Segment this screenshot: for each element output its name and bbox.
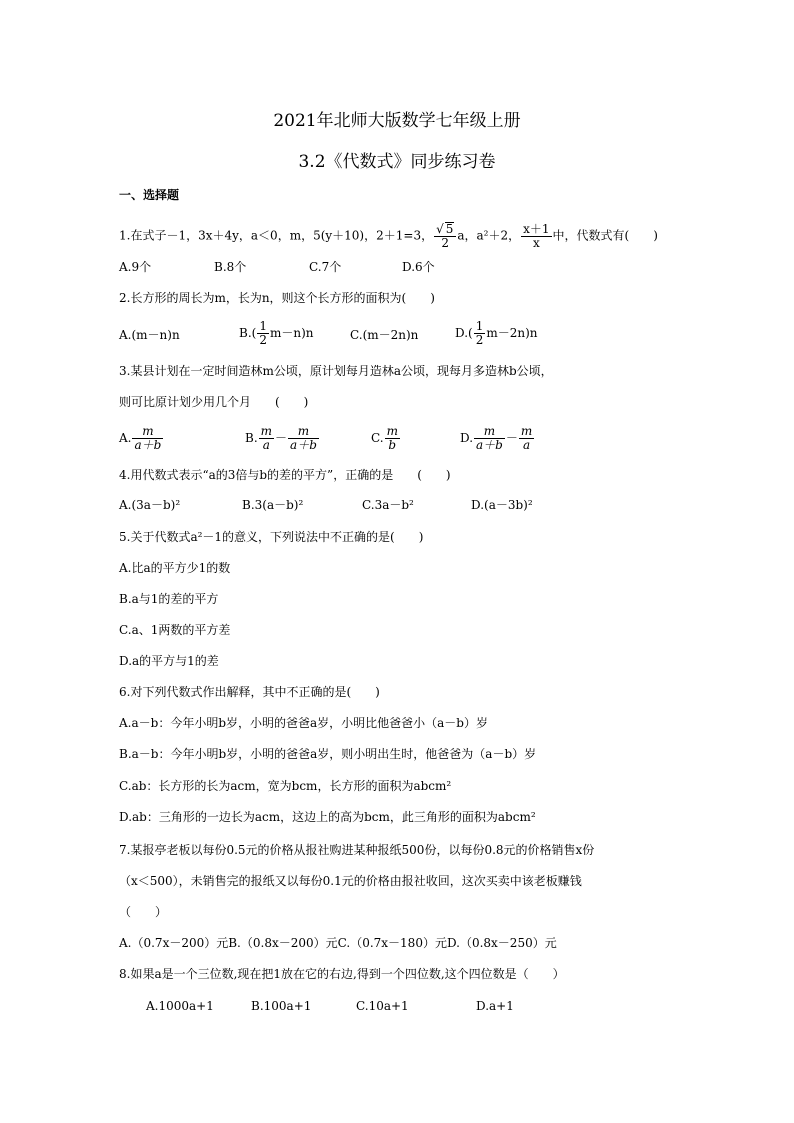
fraction-denominator: a [262,438,270,452]
fraction-denominator: 2 [441,236,450,250]
fraction-denominator: 2 [475,333,484,347]
fraction-numerator: x＋1 [523,221,550,236]
question-1-text: 1.在式子－1，3x＋4y，a＜0，m，5(y＋10)，2＋1=3， [119,228,434,243]
question-7-line-2: （x＜500），未销售完的报纸又以每份0.1元的价格由报社收回，这次买卖中该老板赚钱 [119,874,582,888]
fraction-denominator: a＋b [290,438,317,452]
option-letter: C. [371,431,384,445]
section-heading: 一、选择题 [119,188,180,202]
q5-option-c[interactable]: C.a、1两数的平方差 [119,623,231,637]
question-7-line-1: 7.某报亭老板以每份0.5元的价格从报社购进某种报纸500份，以每份0.8元的价格销售x份 [119,843,595,857]
half-fraction [257,320,269,347]
question-1-text-mid: a，a²＋2， [457,228,521,243]
minus-sign: － [505,431,518,445]
q1-option-a[interactable]: A.9个 [119,260,152,274]
fraction-numerator: m [386,424,398,438]
q6-option-a[interactable]: A.a－b：今年小明b岁，小明的爸爸a岁，小明比他爸爸小（a－b）岁 [119,716,488,730]
q5-option-a[interactable]: A.比a的平方少1的数 [119,561,231,575]
minus-sign: － [275,431,288,445]
sqrt5-over-2-fraction: $\frac{√ 5}{2}$ [434,222,456,250]
question-5: 5.关于代数式a²－1的意义，下列说法中不正确的是( ) [119,530,424,544]
q8-option-d[interactable]: D.a+1 [476,999,514,1013]
q8-option-a[interactable]: A.1000a+1 [146,999,214,1013]
fraction-numerator: m [520,424,533,438]
q2-option-c[interactable]: C.(m－2n)n [350,328,419,342]
q2-option-b-suffix: m－n)n [269,326,314,340]
document-subtitle: 3.2《代数式》同步练习卷 [298,152,496,172]
x-plus-1-over-x-fraction [521,223,551,250]
option-letter: B. [245,431,258,445]
q2-option-b[interactable] [239,320,314,347]
fraction-numerator: m [288,425,319,439]
fraction-numerator: m [474,425,505,439]
question-3-line-2: 则可比原计划少用几个月 ( ) [119,395,309,409]
q6-option-c[interactable]: C.ab：长方形的长为acm，宽为bcm，长方形的面积为abcm² [119,779,452,793]
q4-option-a[interactable]: A.(3a－b)² [119,498,181,512]
fraction-denominator: 2 [259,333,267,347]
q6-option-b[interactable]: B.a－b：今年小明b岁，小明的爸爸a岁，则小明出生时，他爸爸为（a－b）岁 [119,747,537,761]
q2-option-a[interactable]: A.(m－n)n [119,328,180,342]
fraction-numerator: 1 [259,319,267,333]
q6-option-d[interactable]: D.ab：三角形的一边长为acm，这边上的高为bcm，此三角形的面积为abcm² [119,810,536,824]
m-over-a-plus-b [474,425,505,452]
q1-option-b[interactable]: B.8个 [214,260,247,274]
q3-option-d[interactable] [460,425,535,452]
option-letter: A. [119,431,132,445]
m-over-a [519,425,534,452]
q5-option-b[interactable]: B.a与1的差的平方 [119,592,219,606]
q1-option-c[interactable]: C.7个 [309,260,342,274]
q4-option-c[interactable]: C.3a－b² [362,498,414,512]
question-6: 6.对下列代数式作出解释，其中不正确的是( ) [119,685,380,699]
fraction-numerator: m [132,425,163,439]
m-over-a-plus-b [288,425,319,452]
document-title: 2021年北师大版数学七年级上册 [273,111,521,131]
q1-option-d[interactable]: D.6个 [402,260,435,274]
option-letter: D. [460,431,474,445]
q8-option-b[interactable]: B.100a+1 [251,999,312,1013]
question-1 [119,222,658,250]
fraction-numerator: 1 [475,319,484,333]
fraction-denominator: a＋b [476,438,503,452]
q4-option-b[interactable]: B.3(a－b)² [242,498,304,512]
q2-option-d[interactable] [455,320,538,347]
fraction-numerator: m [260,424,273,438]
half-fraction [474,320,486,347]
fraction-denominator: a＋b [134,438,162,452]
question-2: 2.长方形的周长为m，长为n，则这个长方形的面积为( ) [119,291,435,305]
fraction-denominator: x [532,235,540,250]
fraction-denominator: b [388,438,397,452]
question-3-line-1: 3.某县计划在一定时间造林m公顷，原计划每月造林a公顷，现每月多造林b公顷， [119,364,553,378]
question-7-line-3: （ ） [119,905,168,919]
sqrt-radicand: 5 [445,222,454,236]
question-4: 4.用代数式表示“a的3倍与b的差的平方”，正确的是 ( ) [119,468,451,482]
m-over-a [259,425,274,452]
q7-options[interactable]: A.（0.7x－200）元B.（0.8x－200）元C.（0.7x－180）元D.（0.8x－250）元 [119,936,557,950]
q8-option-c[interactable]: C.10a+1 [356,999,409,1013]
q4-option-d[interactable]: D.(a－3b)² [471,498,533,512]
q3-option-b[interactable] [245,425,320,452]
m-over-b [385,425,400,452]
q2-option-d-prefix: D.( [455,326,473,340]
m-over-a-plus-b [132,425,163,452]
q5-option-d[interactable]: D.a的平方与1的差 [119,654,219,668]
question-1-text-end: 中，代数式有( ) [552,228,658,243]
q2-option-b-prefix: B.( [239,326,257,340]
question-8: 8.如果a是一个三位数,现在把1放在它的右边,得到一个四位数,这个四位数是（ ） [119,967,565,981]
q2-option-d-suffix: m－2n)n [486,326,538,340]
q3-option-c[interactable] [371,425,401,452]
fraction-denominator: a [522,438,531,452]
q3-option-a[interactable] [119,425,164,452]
